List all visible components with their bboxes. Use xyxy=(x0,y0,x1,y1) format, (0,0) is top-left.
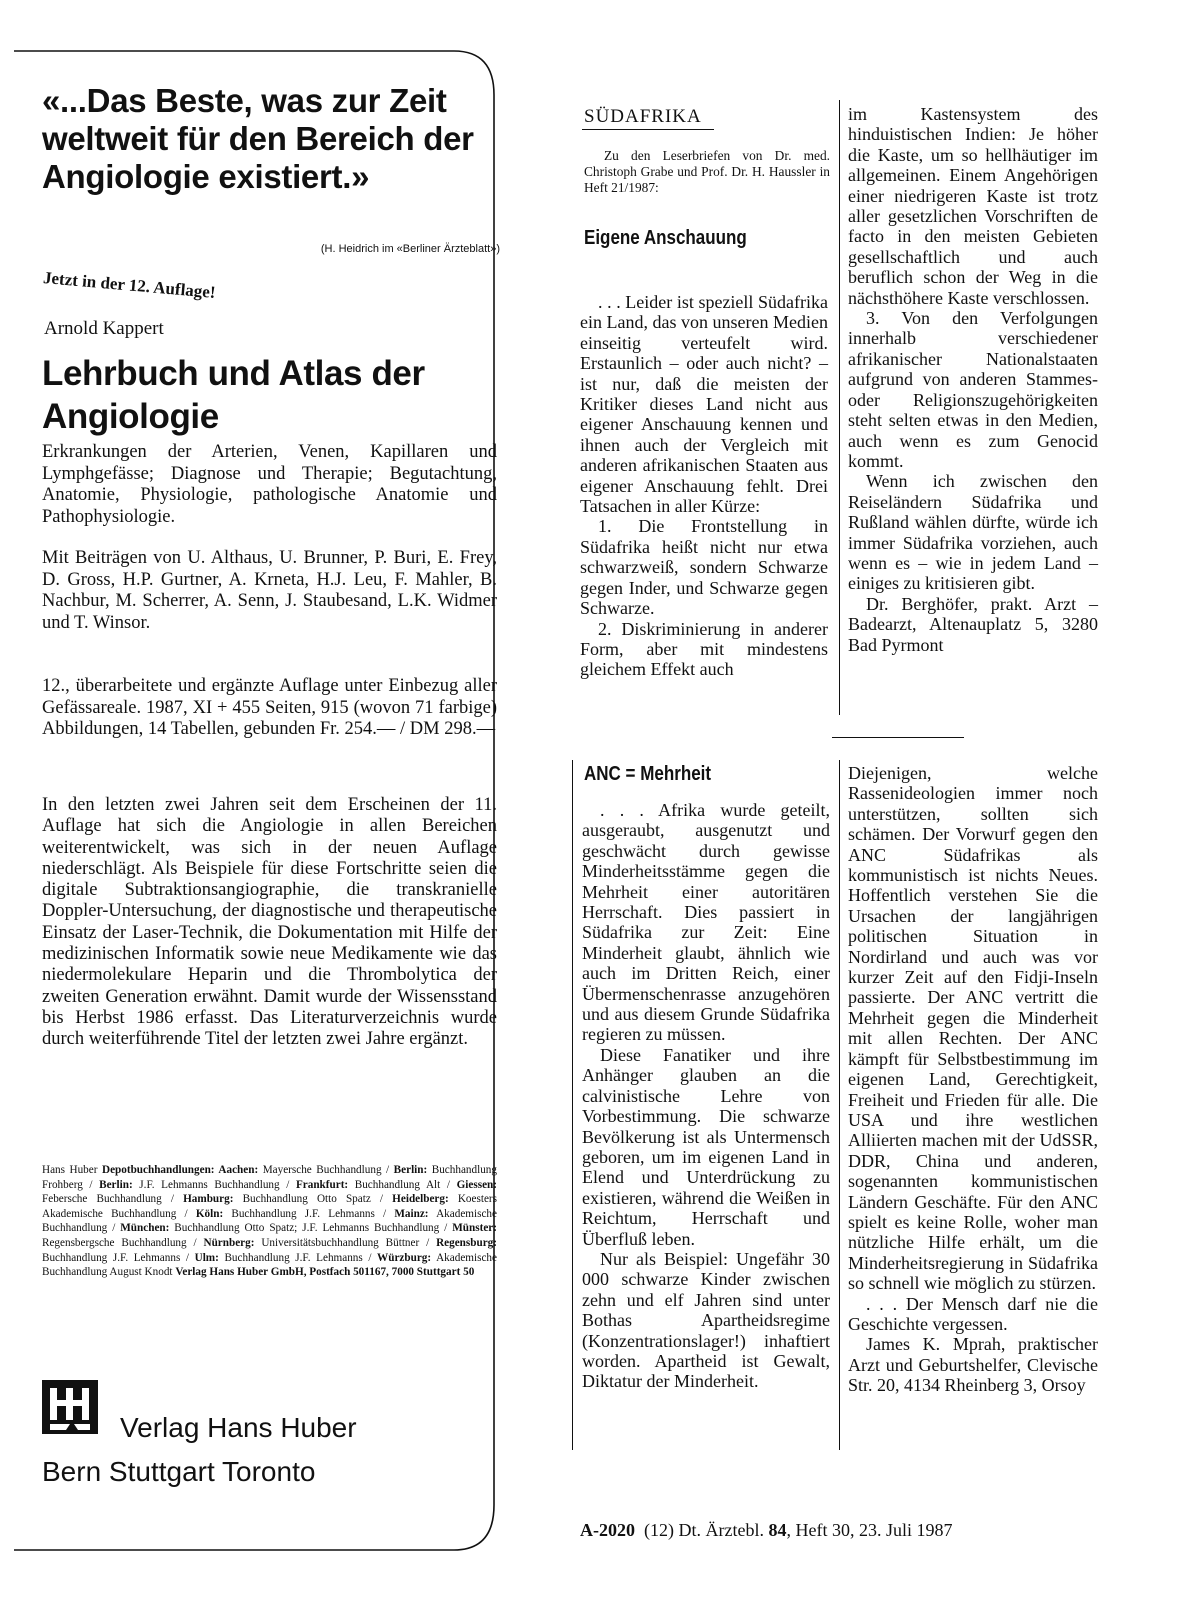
letter2-column2 xyxy=(848,763,1098,1396)
dealer-segment: München: xyxy=(120,1222,170,1235)
dealer-segment: Berlin: xyxy=(99,1178,133,1191)
dealer-segment: Regensbergsche Buchhandlung / xyxy=(42,1236,204,1249)
dealer-segment: Verlag Hans Huber GmbH, Postfach 501167, 7000 Stuttgart 50 xyxy=(175,1266,475,1279)
dealer-segment: Berlin: xyxy=(393,1164,428,1176)
section-label: SÜDAFRIKA xyxy=(584,106,702,127)
footer-volume: 84 xyxy=(768,1520,787,1540)
letter1-paragraph: 3. Von den Verfolgungen innerhalb verschiedener afrikanischer Nationalstaaten aufgrund von anderen Stammes- oder Religionszugehörigkeiten steht selten etwas in den Medien, auch wenn es zum Genocid kommt. xyxy=(848,308,1098,471)
letter1-paragraph: . . . Leider ist speziell Südafrika ein Land, das von unseren Medien einseitig verteufelt wird. Erstaunlich – oder auch nicht? – ist nur, daß die meisten der Kritiker dieses Land nicht aus eigener Anschauung kennen und ihnen auch der Vergleich mit anderen afrikanischen Staaten aus eigener Anschauung fehlt. Drei Tatsachen in aller Kürze: xyxy=(580,292,828,517)
dealer-segment: Koesters Akademische Buchhandlung / xyxy=(42,1193,497,1220)
dealer-segment: Akademische Buchhandlung August Knodt xyxy=(42,1251,497,1279)
ad-description: In den letzten zwei Jahren seit dem Erscheinen der 11. Auflage hat sich die Angiologie in allen Bereichen weiterentwickelt, was sich in der neuen Auflage niederschlägt. Als Beispiele für diese Fortschritte seien die digitale Subtraktionsangiographie, die transkranielle Doppler-Untersuchung, der diagnostische und therapeutische Einsatz der Laser-Technik, die Dokumentation mit Hilfe der medizinischen Informatik sowie neue Medikamente wie das niedermolekulare Heparin und die Thrombolytica der zweiten Generation erwähnt. Damit wurde der Wissensstand bis Herbst 1986 erfasst. Das Literaturverzeichnis wurde durch weiterführende Titel der letzten zwei Jahre ergänzt. xyxy=(42,795,497,1050)
letter2-paragraph: Diejenigen, welche Rassenideologien immer noch unterstützen, sollten sich schämen. Der Vorwurf gegen den ANC Südafrikas als kommunistisch ist nichts Neues. Hoffentlich verstehen Sie die Ursachen der langjährigen politischen Situation in Nordirland und auch was vor kurzer Zeit auf den Fidji-Inseln passierte. Der ANC vertritt die Mehrheit gegen die Minderheit mit allen Rechten. Der ANC kämpft für Selbstbestimmung im eigenen Land, Gerechtigkeit, Freiheit und Frieden für alle. Die USA und ihre westlichen Alliierten machen mit der UdSSR, DDR, China und anderen, sogenannten kommunistischen Ländern Geschäfte. Für den ANC spielt es keine Rolle, woher man nützliche Hilfe erhält, um die Minderheitsregierung in Südafrika so schnell wie möglich zu stürzen. xyxy=(848,763,1098,1294)
dealer-segment: Buchhandlung Otto Spatz; J.F. Lehmanns Buchhandlung / xyxy=(169,1222,453,1235)
footer-journal: (12) Dt. Ärztebl. xyxy=(644,1520,764,1540)
letter2-headline: ANC = Mehrheit xyxy=(584,763,712,785)
dealer-segment: Buchhandlung Otto Spatz / xyxy=(233,1193,393,1206)
ad-quote-source: (H. Heidrich im «Berliner Ärzteblatt») xyxy=(320,243,500,255)
letter1-paragraph: 2. Diskriminierung in anderer Form, aber mit mindestens gleichem Effekt auch xyxy=(580,618,828,680)
ad-edition-details: 12., überarbeitete und ergänzte Auflage unter Einbezug aller Gefässareale. 1987, XI + 455 Seiten, 915 (wovon 71 farbige) Abbildungen, 14 Tabellen, gebunden Fr. 254.— / DM 298.— xyxy=(42,676,497,740)
column-divider xyxy=(839,100,840,715)
ad-dealer-list xyxy=(42,1163,497,1280)
dealer-segment: Buchhandlung Alt / xyxy=(348,1178,457,1191)
ad-quote: «...Das Beste, was zur Zeit weltweit für den Bereich der Angiologie existiert.» xyxy=(42,82,474,195)
letter2-paragraph: . . . Afrika wurde geteilt, ausgeraubt, ausgenutzt und geschwächt durch gewisse Minderheitsstämme gegen die Mehrheit einer autoritären Herrschaft. Dies passiert in Südafrika zur Zeit: Eine Minderheit glaubt, ähnlich wie auch im Dritten Reich, einer Übermenschenrasse anzugehören und aus diesem Grunde Südafrika regieren zu müssen. xyxy=(582,800,830,1045)
dealer-segment: Buchhandlung J.F. Lehmanns / xyxy=(223,1207,395,1220)
letters-intro: Zu den Leserbriefen von Dr. med. Christoph Grabe und Prof. Dr. H. Haussler in Heft 21/1987: xyxy=(584,148,830,195)
letter2-paragraph: Diese Fanatiker und ihre Anhänger glauben an die calvinistische Lehre von Vorbestimmung. Die schwarze Bevölkerung ist als Untermensch geboren, um im eigenen Land in Elend und Unterdrückung zu existieren, während die Weißen in Reichtum, Herrschaft und Überfluß leben. xyxy=(582,1044,830,1249)
letter-separator-rule xyxy=(832,737,964,738)
dealer-segment: Münster: xyxy=(452,1222,497,1235)
dealer-segment: Depotbuchhandlungen: Aachen: xyxy=(101,1164,259,1176)
letter1-paragraph: im Kastensystem des hinduistischen Indien: Je höher die Kaste, um so hellhäutiger im allgemeinen. Einem Angehörigen einer niedrigeren Kaste ist trotz aller gesetzlichen Vorschriften de facto in den meisten Gebieten gesellschaftlich und auch beruflich schon der Weg in die nächsthöhere Kaste verschlossen. xyxy=(848,104,1098,308)
dealer-segment: Nürnberg: xyxy=(203,1236,255,1249)
footer-page-code: A-2020 xyxy=(580,1520,635,1540)
section-label-underline xyxy=(582,129,714,130)
dealer-segment: Akademische Buchhandlung / xyxy=(42,1207,497,1235)
publisher-cities: Bern Stuttgart Toronto xyxy=(42,1456,316,1487)
footer-issue-date: , Heft 30, 23. Juli 1987 xyxy=(786,1520,953,1540)
page-footer xyxy=(580,1520,952,1541)
dealer-segment: Mainz: xyxy=(394,1207,429,1220)
letter2-signature: James K. Mprah, praktischer Arzt und Geburtshelfer, Clevische Str. 20, 4134 Rheinberg 3, Orsoy xyxy=(848,1334,1098,1396)
letter1-signature: Dr. Berghöfer, prakt. Arzt – Badearzt, Altenauplatz 5, 3280 Bad Pyrmont xyxy=(848,593,1098,655)
ad-author: Arnold Kappert xyxy=(44,318,164,339)
dealer-segment: Universitätsbuchhandlung Büttner / xyxy=(254,1236,437,1249)
letter1-column2 xyxy=(848,104,1098,655)
letter2-column1 xyxy=(582,800,830,1392)
ad-book-title: Lehrbuch und Atlas der Angiologie xyxy=(42,354,425,436)
publisher-logo-icon xyxy=(42,1380,98,1434)
dealer-segment: Regensburg: xyxy=(436,1236,497,1249)
column-divider-left xyxy=(572,760,573,1450)
dealer-segment: Buchhandlung J.F. Lehmanns / xyxy=(42,1251,195,1264)
publisher-name: Verlag Hans Huber xyxy=(120,1412,357,1443)
dealer-segment: Buchhandlung Frohberg / xyxy=(42,1164,497,1191)
dealer-segment: Febersche Buchhandlung / xyxy=(42,1193,184,1206)
dealer-segment: Würzburg: xyxy=(377,1251,432,1264)
dealer-segment: Ulm: xyxy=(194,1251,219,1264)
dealer-segment: Köln: xyxy=(195,1207,224,1220)
dealer-segment: Hans Huber xyxy=(42,1164,102,1176)
ad-subtitle: Erkrankungen der Arterien, Venen, Kapillaren und Lymphgefässe; Diagnose und Therapie; Begutachtung, Anatomie, Physiologie, pathologische Anatomie und Pathophysiologie. xyxy=(42,442,497,527)
dealer-segment: Giessen: xyxy=(456,1178,497,1191)
letter1-column1 xyxy=(580,292,828,680)
letter1-paragraph: Wenn ich zwischen den Reiseländern Südafrika und Rußland wählen dürfte, würde ich immer Südafrika vorziehen, auch wenn es – wie in jedem Land – einiges zu kritisieren gibt. xyxy=(848,471,1098,594)
letter1-paragraph: 1. Die Frontstellung in Südafrika heißt nicht nur etwa schwarzweiß, sondern Schwarze gegen Inder, und Schwarze gegen Schwarze. xyxy=(580,516,828,619)
dealer-segment: Heidelberg: xyxy=(392,1193,449,1206)
dealer-segment: Frankfurt: xyxy=(295,1178,349,1191)
column-divider xyxy=(839,760,840,1450)
letter1-headline: Eigene Anschauung xyxy=(584,227,747,249)
ad-contributors: Mit Beiträgen von U. Althaus, U. Brunner, P. Buri, E. Frey, D. Gross, H.P. Gurtner, A. Krneta, H.J. Leu, F. Mahler, B. Nachbur, M. Scherrer, A. Senn, J. Staubesand, L.K. Widmer und T. Winsor. xyxy=(42,548,497,633)
letter2-paragraph: Nur als Beispiel: Ungefähr 30 000 schwarze Kinder zwischen zehn und elf Jahren sind unter Bothas Apartheidsregime (Konzentrationslager!) inhaftiert worden. Apartheid ist Gewalt, Diktatur der Minderheit. xyxy=(582,1248,830,1392)
letter2-paragraph: . . . Der Mensch darf nie die Geschichte vergessen. xyxy=(848,1293,1098,1334)
dealer-segment: Mayersche Buchhandlung / xyxy=(258,1164,394,1176)
dealer-segment: J.F. Lehmanns Buchhandlung / xyxy=(132,1178,296,1191)
ad-edition-note: Jetzt in der 12. Auflage! xyxy=(42,268,217,303)
dealer-segment: Buchhandlung J.F. Lehmanns / xyxy=(218,1251,378,1264)
dealer-segment: Hamburg: xyxy=(183,1193,234,1206)
